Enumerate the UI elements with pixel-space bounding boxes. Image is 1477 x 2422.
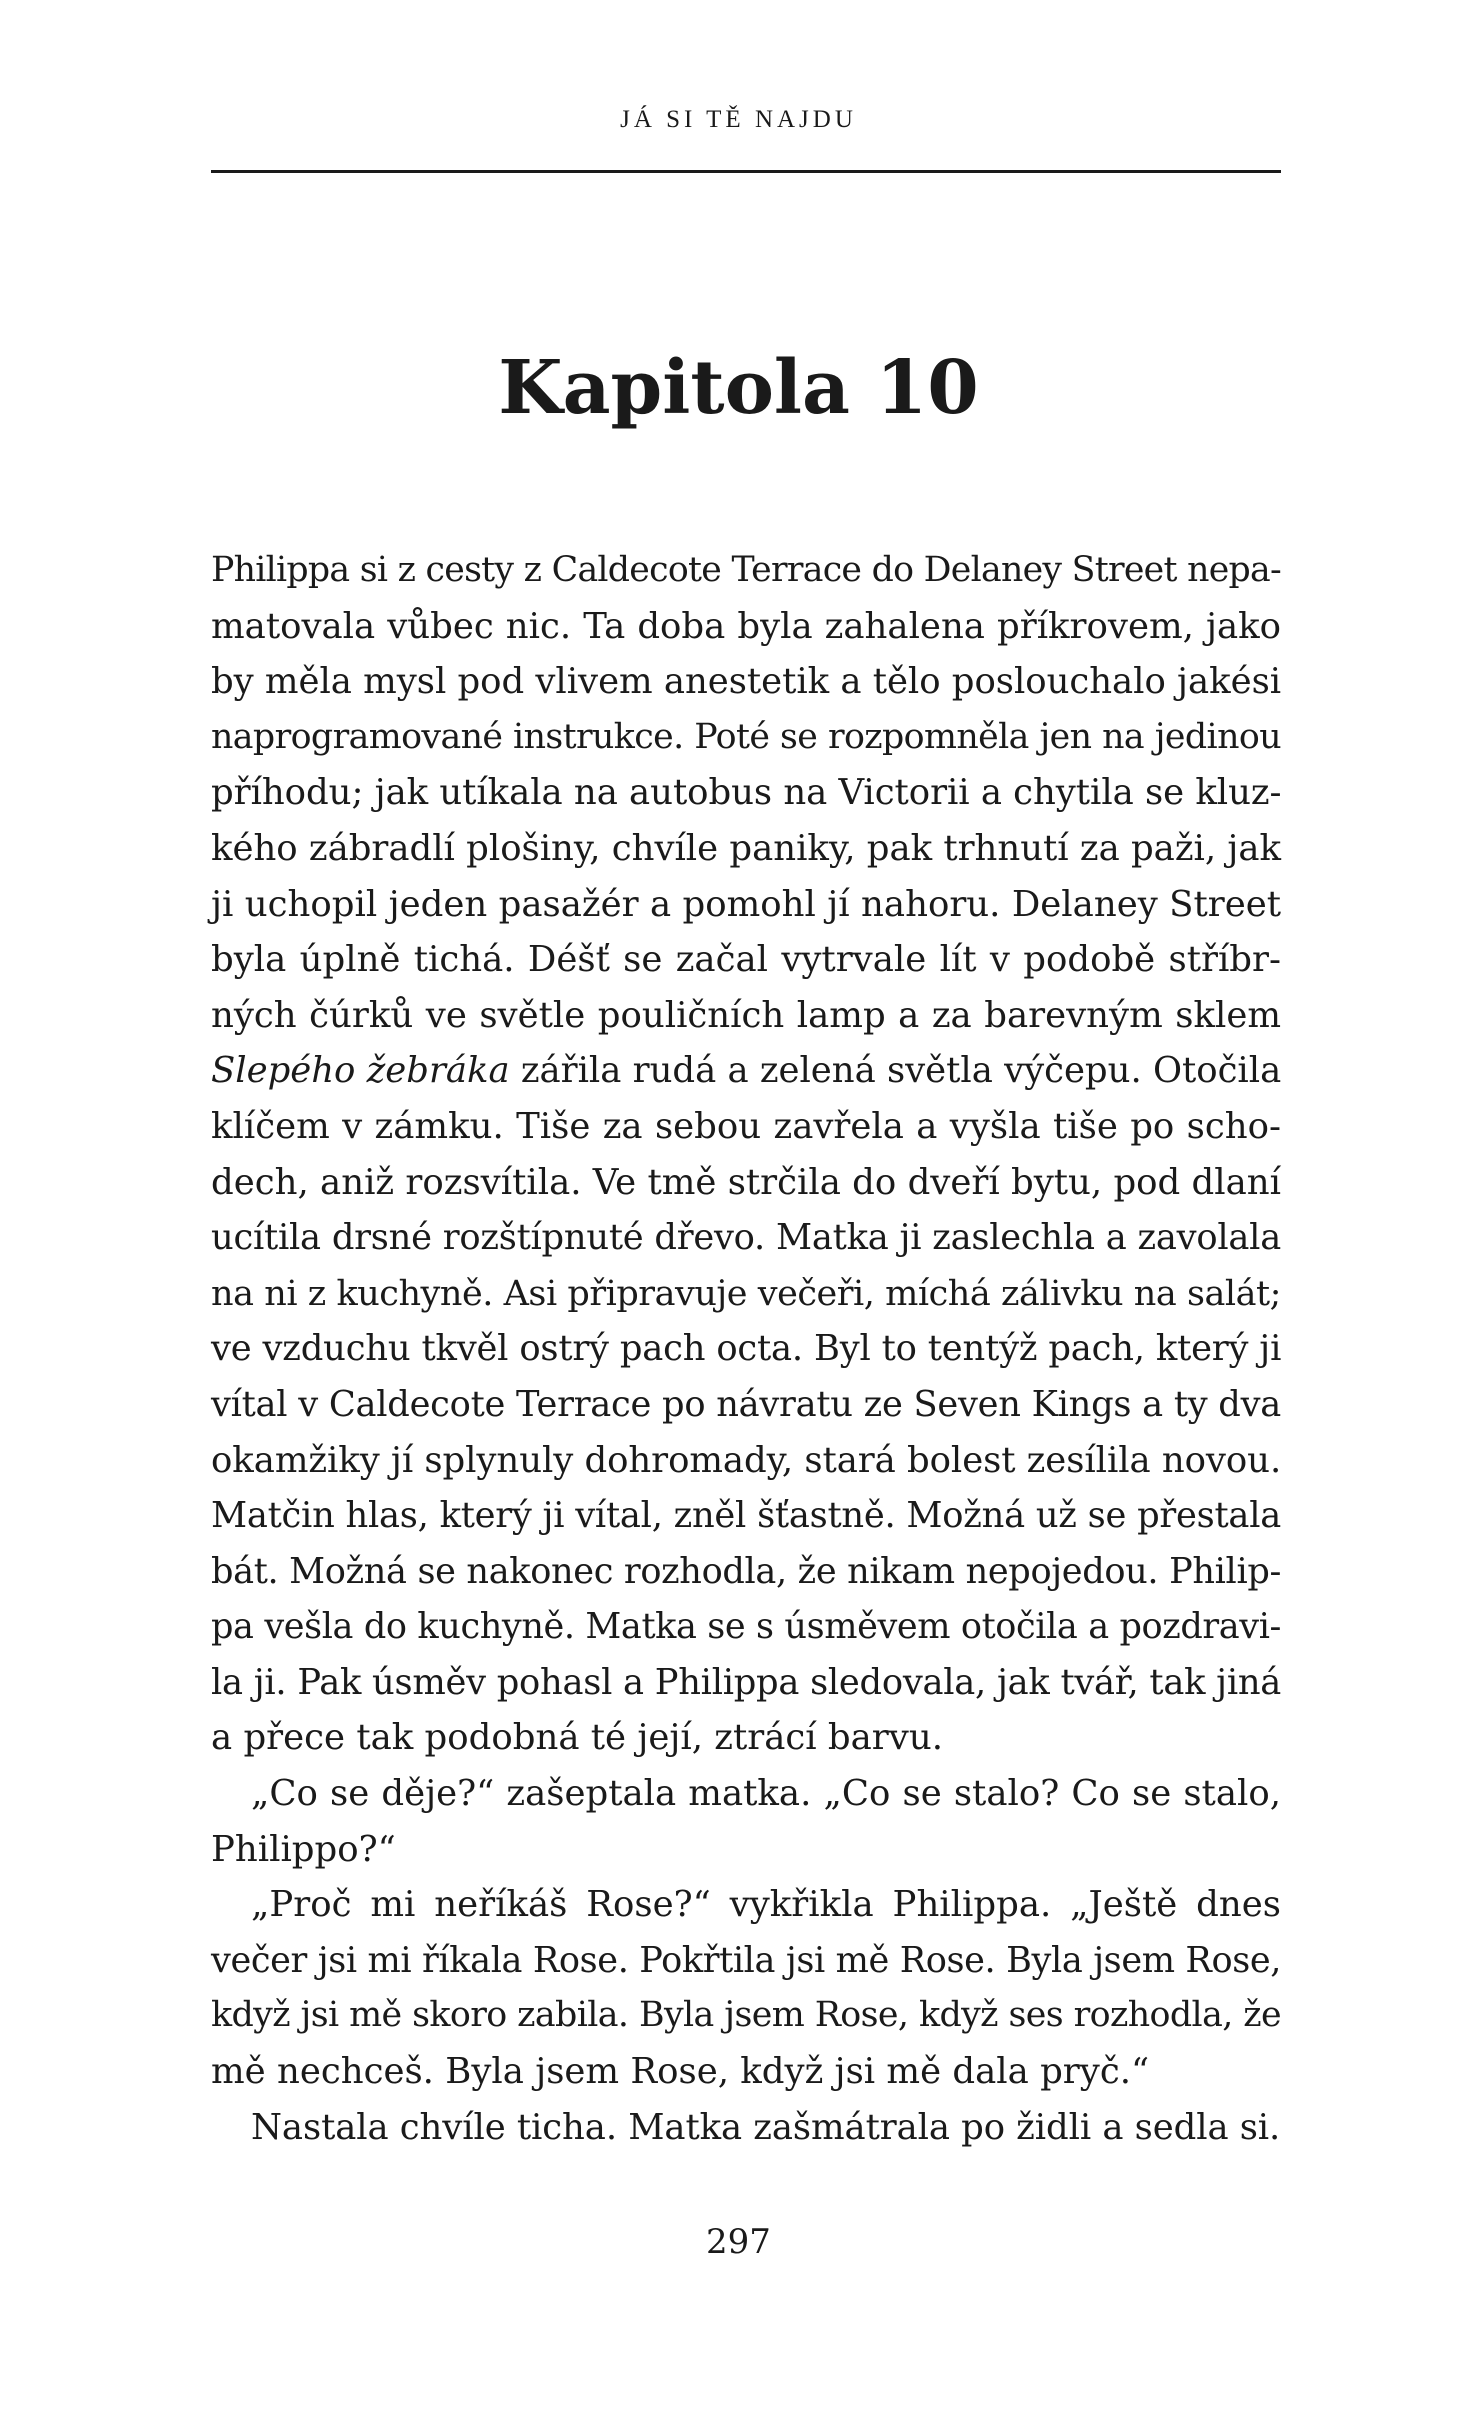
body-text [211,543,1281,2155]
running-head: JÁ SI TĚ NAJDU [620,106,857,133]
italic-title: Slepého žebráka [211,1050,510,1092]
text-line: matovala vůbec nic. Ta doba byla zahalena příkrovem, jako [211,605,1281,647]
paragraph [211,543,1281,1766]
chapter-title: Kapitola 10 [498,345,979,431]
text-line: když jsi mě skoro zabila. Byla jsem Rose, když ses rozhodla, že [211,1995,1281,2036]
text-line: Nastala chvíle ticha. Matka zašmátrala po židli a sedla si. [251,2106,1281,2148]
text-line: Philippo?“ [211,1828,396,1870]
text-line: „Co se děje?“ zašeptala matka. „Co se stalo? Co se stalo, [251,1773,1281,1815]
text-line: a přece tak podobná té její, ztrácí barvu. [211,1717,943,1759]
text-line: bát. Možná se nakonec rozhodla, že nikam nepojedou. Philip- [211,1550,1281,1592]
text-line: příhodu; jak utíkala na autobus na Victorii a chytila se kluz- [211,772,1282,814]
text-line: byla úplně tichá. Déšť se začal vytrvale lít v podobě stříbr- [211,939,1281,981]
text-line: kého zábradlí plošiny, chvíle paniky, pak trhnutí za paži, jak [211,827,1281,869]
text-line: pa vešla do kuchyně. Matka se s úsměvem otočila a pozdravi- [211,1606,1281,1648]
paragraph [211,2100,1281,2156]
page-number: 297 [706,2222,771,2262]
text-line: ucítila drsné rozštípnuté dřevo. Matka ji zaslechla a zavolala [211,1217,1281,1259]
text-line: ných čúrků ve světle pouličních lamp a za barevným sklem [211,994,1281,1036]
header-rule [211,170,1281,173]
text-line: ve vzduchu tkvěl ostrý pach octa. Byl to tentýž pach, který ji [211,1328,1282,1370]
text-line: Slepého žebráka zářila rudá a zelená světla výčepu. Otočila [211,1050,1282,1092]
text-line: naprogramované instrukce. Poté se rozpomněla jen na jedinou [211,716,1281,757]
text-line: ji uchopil jeden pasažér a pomohl jí nahoru. Delaney Street [211,883,1281,925]
paragraph [211,1877,1281,2099]
text-line: na ni z kuchyně. Asi připravuje večeři, míchá zálivku na salát; [211,1272,1281,1314]
text-line: klíčem v zámku. Tiše za sebou zavřela a vyšla tiše po scho- [211,1105,1281,1147]
text-line: Matčin hlas, který ji vítal, zněl šťastně. Možná už se přestala [211,1495,1281,1537]
text-line: „Proč mi neříkáš Rose?“ vykřikla Philippa. „Ještě dnes [251,1884,1281,1926]
text-line: mě nechceš. Byla jsem Rose, když jsi mě dala pryč.“ [211,2051,1150,2093]
text-line: by měla mysl pod vlivem anestetik a tělo poslouchalo jakési [211,661,1282,703]
text-line: dech, aniž rozsvítila. Ve tmě strčila do dveří bytu, pod dlaní [211,1161,1282,1203]
text-line: la ji. Pak úsměv pohasl a Philippa sledovala, jak tvář, tak jiná [211,1661,1282,1703]
text-line: večer jsi mi říkala Rose. Pokřtila jsi mě Rose. Byla jsem Rose, [211,1939,1281,1981]
text-line: okamžiky jí splynuly dohromady, stará bolest zesílila novou. [211,1439,1282,1481]
paragraph [211,1766,1281,1877]
text-line: vítal v Caldecote Terrace po návratu ze Seven Kings a ty dva [211,1383,1281,1425]
text-line: Philippa si z cesty z Caldecote Terrace do Delaney Street nepa- [211,550,1281,590]
